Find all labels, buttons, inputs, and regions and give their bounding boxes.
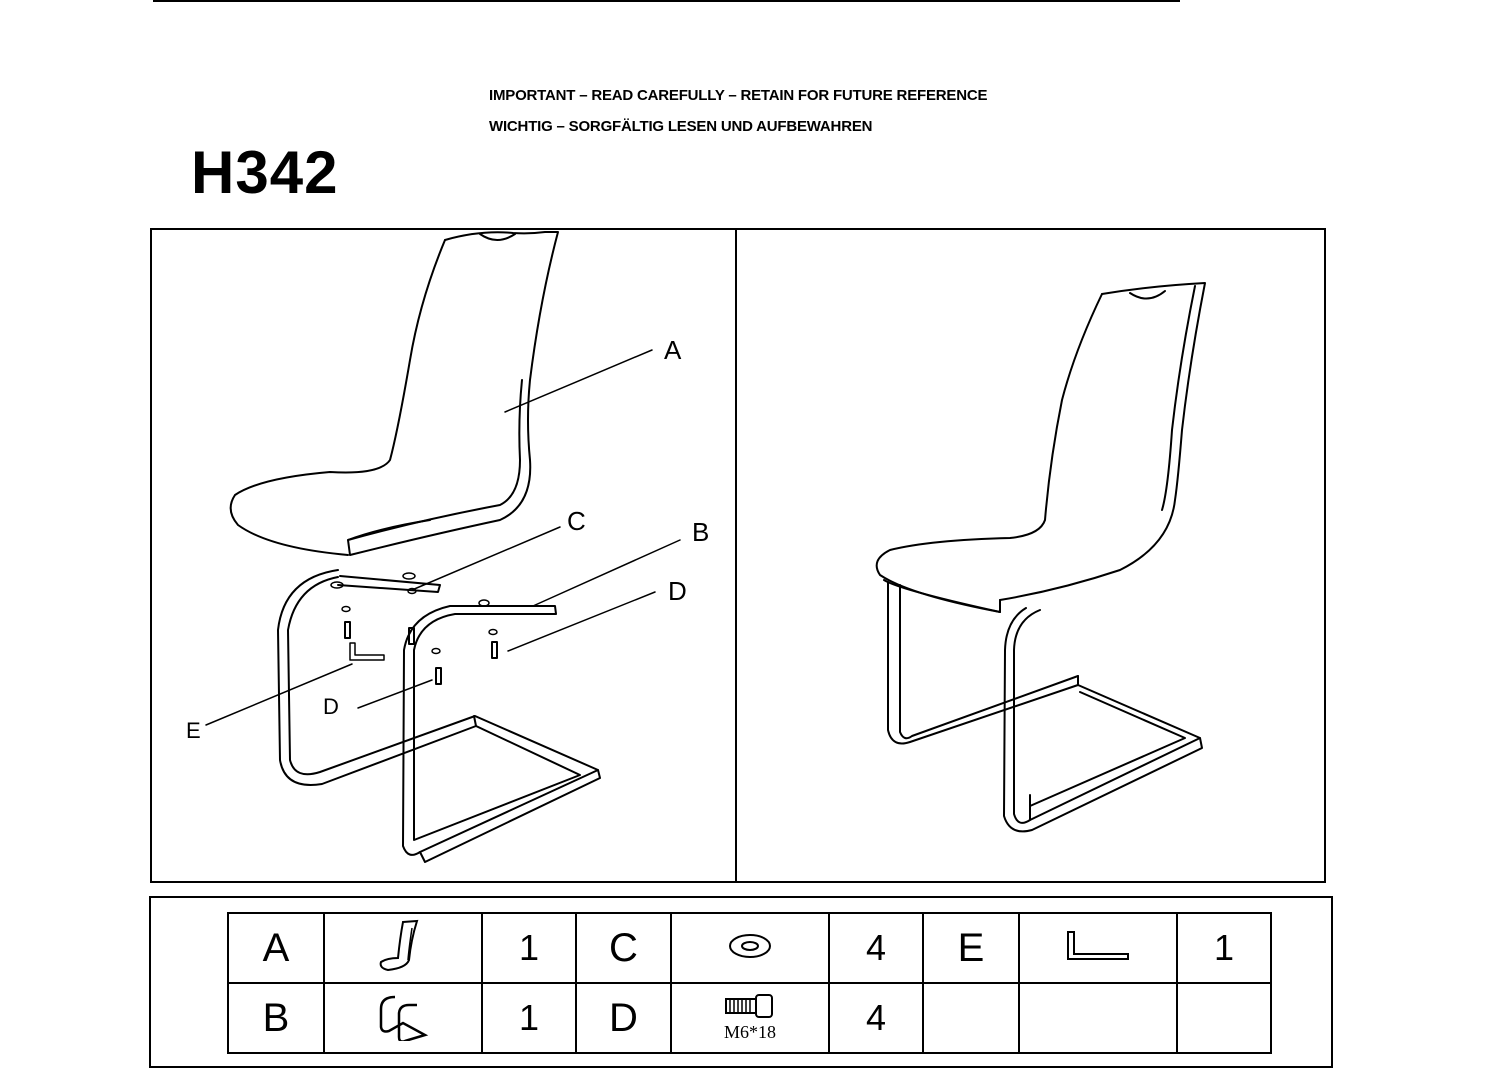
part-qty-d: 4 — [829, 983, 923, 1053]
bolt-spec: M6*18 — [723, 1022, 776, 1042]
diagram-frame — [151, 229, 1325, 882]
parts-row-1 — [228, 913, 1271, 983]
callout-e: E — [186, 718, 201, 743]
seat-shell-a — [231, 232, 558, 555]
assembled-chair — [877, 283, 1205, 831]
parts-table — [227, 912, 1272, 1054]
part-qty-b: 1 — [482, 983, 576, 1053]
part-qty-c: 4 — [829, 913, 923, 983]
allen-key-icon — [1019, 913, 1177, 983]
cantilever-frame-icon — [324, 983, 482, 1053]
bolt-icon — [671, 983, 829, 1053]
notice-english: IMPORTANT – READ CAREFULLY – RETAIN FOR FUTURE REFERENCE — [489, 87, 988, 104]
part-letter-a: A — [228, 913, 324, 983]
parts-row-2 — [228, 983, 1271, 1053]
callout-d-right: D — [668, 576, 687, 606]
empty-cell — [1019, 983, 1177, 1053]
callout-c: C — [567, 506, 586, 536]
seat-shell-icon — [324, 913, 482, 983]
model-number: H342 — [191, 139, 339, 206]
allen-key-e — [350, 643, 384, 660]
seat-shell-icon-drawing — [373, 918, 433, 974]
part-qty-e: 1 — [1177, 913, 1271, 983]
callout-a: A — [664, 335, 682, 365]
empty-cell — [1177, 983, 1271, 1053]
exploded-view — [206, 232, 680, 862]
part-letter-c: C — [576, 913, 671, 983]
leader-lines — [206, 350, 680, 725]
part-letter-d: D — [576, 983, 671, 1053]
empty-cell — [923, 983, 1019, 1053]
notice-german: WICHTIG – SORGFÄLTIG LESEN UND AUFBEWAHREN — [489, 118, 873, 135]
part-letter-e: E — [923, 913, 1019, 983]
part-qty-a: 1 — [482, 913, 576, 983]
washer-icon — [671, 913, 829, 983]
callout-b: B — [692, 517, 710, 547]
part-letter-b: B — [228, 983, 324, 1053]
callout-d-left: D — [323, 694, 339, 719]
